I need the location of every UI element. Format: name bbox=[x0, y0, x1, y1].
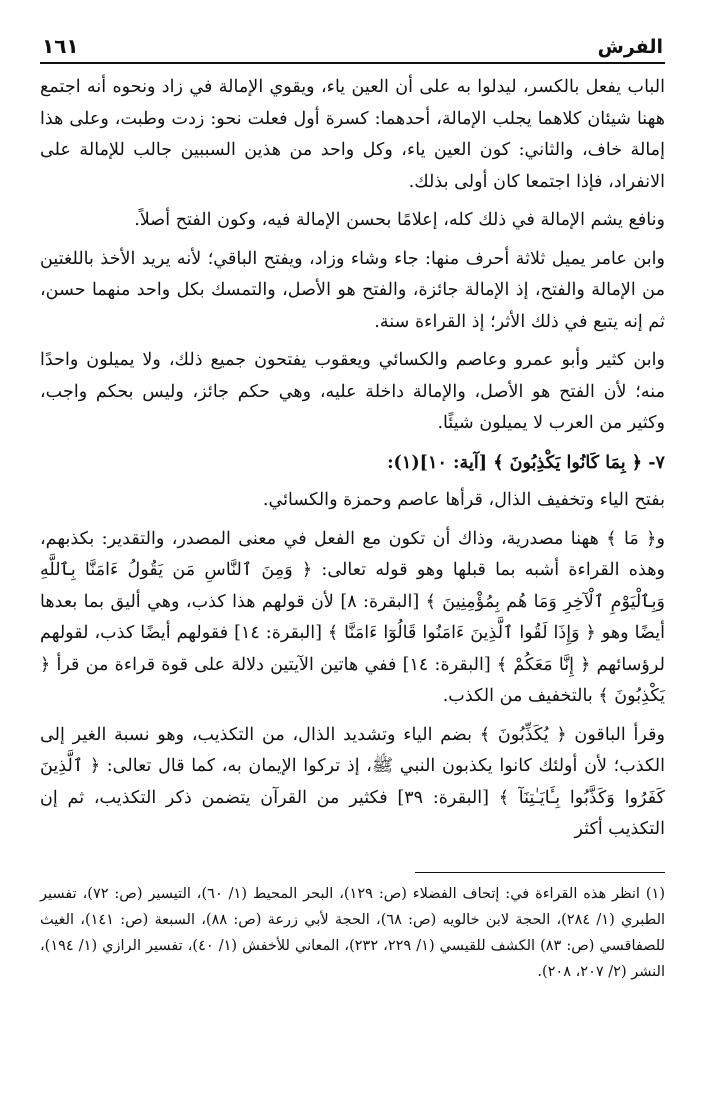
paragraph-others-reading: وقرأ الباقون ﴿ يُكَذِّبُونَ ﴾ بضم الياء وتشديد الذال، من التكذيب، وهو نسبة الغير إلى الكذب؛ لأن أولئك كانوا يكذبون النبي ﷺ، إذ تركوا الإيمان به، كما قال تعالى: ﴿ ٱلَّذِينَ كَفَرُوا وَكَذَّبُوا بِـَٔايَـٰتِنَآ ﴾ [البقرة: ٣٩] فكثير من القرآن يتضمن ذكر التكذيب، ثم إن التكذيب أكثر bbox=[40, 724, 665, 839]
paragraph-reading-asim: بفتح الياء وتخفيف الذال، قرأها عاصم وحمزة والكسائي. bbox=[262, 490, 665, 510]
paragraph-ibn-kathir: وابن كثير وأبو عمرو وعاصم والكسائي ويعقوب يفتحون جميع ذلك، ولا يميلون واحدًا منه؛ لأن الفتح هو الأصل، والإمالة داخلة عليه، وهي حكم جائز، وليس بحكم واجب، وكثير من العرب لا يميلون شيئًا. bbox=[40, 350, 665, 433]
verse-heading: ٧- ﴿ بِمَا كَانُوا يَكْذِبُونَ ﴾ [آية: ١٠](١): bbox=[387, 451, 665, 473]
page-number: ١٦١ bbox=[42, 34, 79, 58]
paragraph-ma-masdariyya: و﴿ مَا ﴾ ههنا مصدرية، وذاك أن تكون مع الفعل في معنى المصدر، والتقدير: بكذبهم، وهذه القراءة أشبه بما قبلها وهو قوله تعالى: ﴿ وَمِنَ ٱلنَّاسِ مَن يَقُولُ ءَامَنَّا بِٱللَّهِ وَبِٱلْيَوْمِ ٱلْآخِرِ وَمَا هُم بِمُؤْمِنِينَ ﴾ [البقرة: ٨] لأن قولهم هذا كذب، وهي أليق بما بعدها أيضًا وهو ﴿ وَإِذَا لَقُوا ٱلَّذِينَ ءَامَنُوا قَالُوٓا ءَامَنَّا ﴾ [البقرة: ١٤] فقولهم أيضًا كذب، لقولهم لرؤسائهم ﴿ إِنَّا مَعَكُمْ ﴾ [البقرة: ١٤] ففي هاتين الآيتين دلالة على قوة قراءة من قرأ ﴿ يَكْذِبُونَ ﴾ بالتخفيف من الكذب. bbox=[40, 528, 665, 706]
paragraph-ibn-amir: وابن عامر يميل ثلاثة أحرف منها: جاء وشاء وزاد، ويفتح الباقي؛ لأنه يريد الأخذ باللغتين من الإمالة والفتح، إذ الإمالة جائزة، والفتح هو الأصل، والتمسك بكل واحد منهما حسن، ثم إنه يتبع في ذلك الأثر؛ إذ القراءة سنة. bbox=[40, 248, 665, 332]
footnote-separator bbox=[415, 872, 665, 873]
main-text bbox=[40, 72, 665, 846]
footnotes bbox=[40, 881, 665, 985]
book-page bbox=[40, 28, 665, 985]
paragraph-imala-reasons: الباب يفعل بالكسر، ليدلوا به على أن العين ياء، ويقوي الإمالة في زاد ونحوه أنه اجتمع ههنا شيئان كلاهما يجلب الإمالة، أحدهما: كسرة أول فعلت نحو: زدت وطبت، وعلى هذا إمالة خاف، والثاني: كون العين ياء، وكل واحد من هذين السببين جالب للإمالة على الانفراد، فإذا اجتمعا كان أولى بذلك. bbox=[40, 77, 665, 192]
chapter-title: الفرش bbox=[597, 36, 663, 58]
footnote-1: (١) انظر هذه القراءة في: إتحاف الفضلاء (ص: ١٢٩)، البحر المحيط (١/ ٦٠)، التيسير (ص: ٧٢)، تفسير الطبري (١/ ٢٨٤)، الحجة لابن خالويه (ص: ٦٨)، الحجة لأبي زرعة (ص: ٨٨)، السبعة (ص: ١٤١)، الغيث للصفاقسي (ص: ٨٣) الكشف للقيسي (١/ ٢٢٩، ٢٣٢)، المعاني للأخفش (١/ ٤٠)، تفسير الرازي (١/ ١٩٤)، النشر (٢/ ٢٠٧، ٢٠٨). bbox=[40, 885, 666, 980]
paragraph-nafi: ونافع يشم الإمالة في ذلك كله، إعلامًا بحسن الإمالة فيه، وكون الفتح أصلاً. bbox=[134, 210, 665, 230]
running-header bbox=[40, 28, 665, 64]
